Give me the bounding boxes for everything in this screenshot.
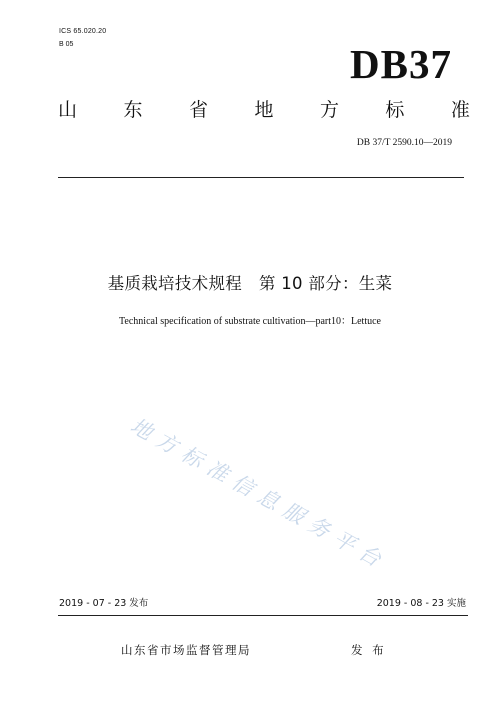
title-english: Technical specification of substrate cultivation—part10：Lettuce — [119, 316, 381, 327]
watermark-text: 地方标准信息服务平台 — [126, 413, 392, 576]
standard-number: DB 37/T 2590.10—2019 — [356, 138, 452, 148]
standard-type-char: 省 — [188, 99, 208, 121]
ccs-code: B 05 — [59, 41, 74, 48]
footer-divider — [58, 615, 468, 616]
standard-type-char: 东 — [123, 99, 143, 121]
issue-label: 发 布 — [351, 643, 387, 657]
standard-type-char: 山 — [58, 99, 78, 121]
issuing-authority: 山东省市场监督管理局 — [121, 643, 251, 657]
release-date: 2019 - 07 - 23 发布 — [59, 598, 149, 609]
standard-type-char: 准 — [450, 99, 470, 121]
standard-type-char: 标 — [385, 99, 405, 121]
implementation-date: 2019 - 08 - 23 实施 — [376, 598, 466, 609]
title-chinese: 基质栽培技术规程 第 10 部分：生菜 — [107, 274, 393, 293]
header-divider — [58, 177, 464, 178]
standard-type-heading — [58, 98, 470, 122]
standard-type-char: 地 — [254, 99, 274, 121]
standard-code: DB37 — [350, 41, 452, 87]
ics-code: ICS 65.020.20 — [59, 28, 107, 35]
standard-type-char: 方 — [319, 99, 339, 121]
